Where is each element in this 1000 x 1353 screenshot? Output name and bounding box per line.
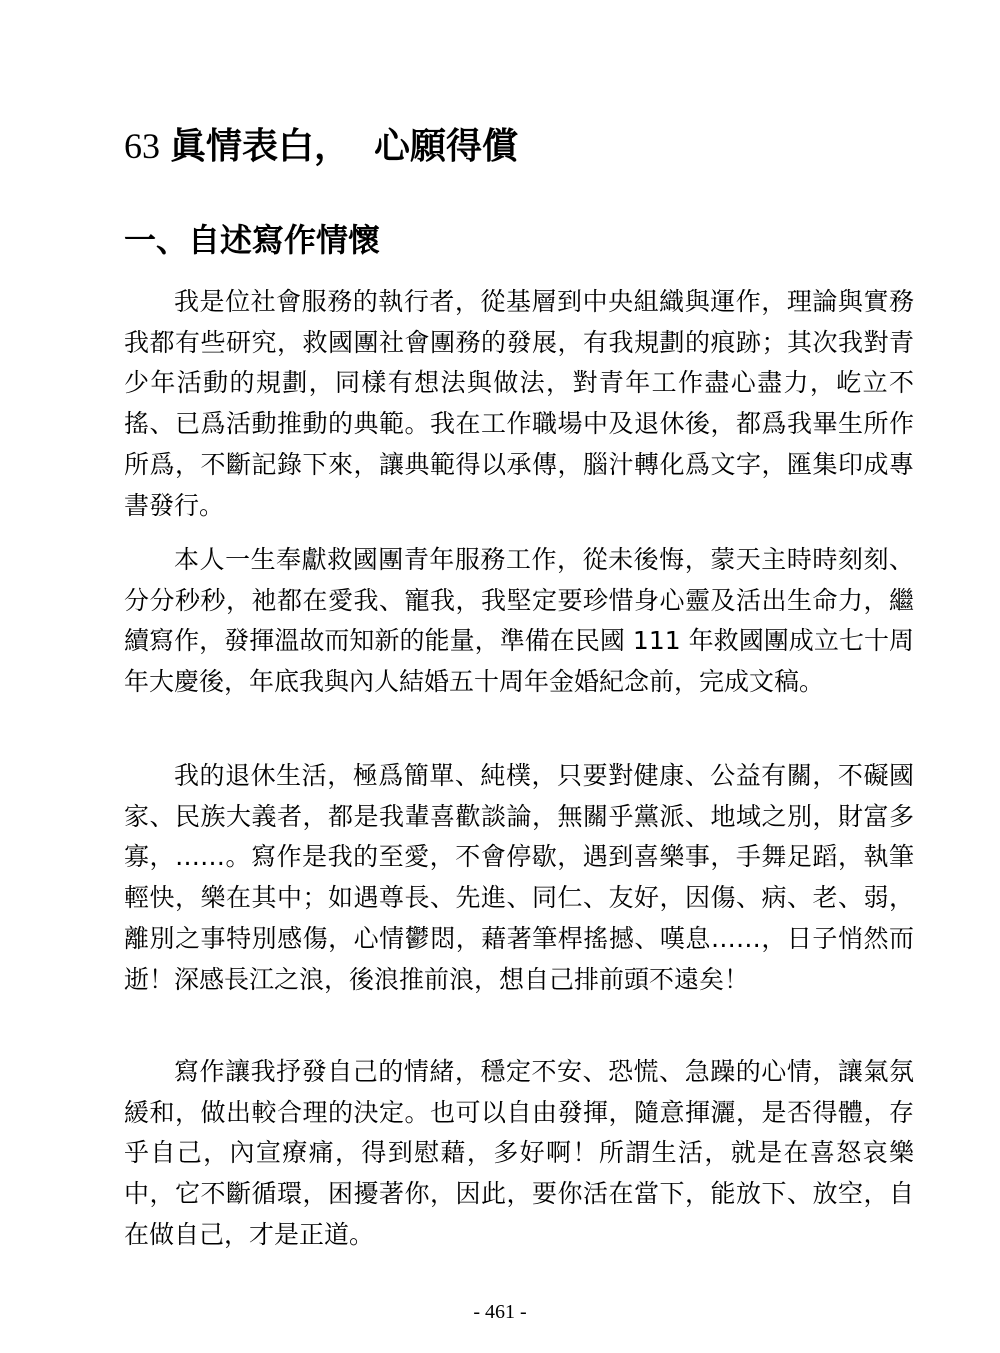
body-paragraph: 我的退休生活，極爲簡單、純樸，只要對健康、公益有關，不礙國家、民族大義者，都是我輩喜歡談論，無關乎黨派、地域之別，財富多寡，……。寫作是我的至愛，不會停歇，遇到喜樂事，手舞足蹈，執筆輕快，樂在其中；如遇尊長、先進、同仁、友好，因傷、病、老、弱，離別之事特別感傷，心情鬱悶，藉著筆桿搖撼、嘆息……，日子悄然而逝！深感長江之浪，後浪推前浪，想自己排前頭不遠矣！: [124, 761, 914, 994]
chapter-title-part1: 眞情表白，: [170, 126, 351, 167]
body-paragraph: 本人一生奉獻救國團青年服務工作，從未後悔，蒙天主時時刻刻、分分秒秒，祂都在愛我、寵我，我堅定要珍惜身心靈及活出生命力，繼續寫作，發揮溫故而知新的能量，準備在民國 111 年救國團成立七十周年大慶後，年底我與內人結婚五十周年金婚紀念前，完成文稿。: [124, 545, 914, 697]
chapter-title: [124, 120, 904, 173]
chapter-title-part2: 心願得償: [374, 126, 519, 167]
page-number: - 461 -: [473, 1301, 527, 1323]
chapter-number: 63: [124, 126, 160, 166]
section-heading: 一、自述寫作情懷: [124, 221, 381, 259]
body-paragraph: 寫作讓我抒發自己的情緒，穩定不安、恐慌、急躁的心情，讓氣氛緩和，做出較合理的決定。也可以自由發揮，隨意揮灑，是否得體，存乎自己，內宣療痛，得到慰藉，多好啊！所謂生活，就是在喜怒哀樂中，它不斷循環，困擾著你，因此，要你活在當下，能放下、放空，自在做自己，才是正道。: [124, 1057, 914, 1249]
body-paragraph: 我是位社會服務的執行者，從基層到中央組織與運作，理論與實務我都有些研究，救國團社會團務的發展，有我規劃的痕跡；其次我對青少年活動的規劃，同樣有想法與做法，對青年工作盡心盡力，屹立不搖、已爲活動推動的典範。我在工作職場中及退休後，都爲我畢生所作所爲，不斷記錄下來，讓典範得以承傳，腦汁轉化爲文字，匯集印成專書發行。: [124, 287, 914, 520]
